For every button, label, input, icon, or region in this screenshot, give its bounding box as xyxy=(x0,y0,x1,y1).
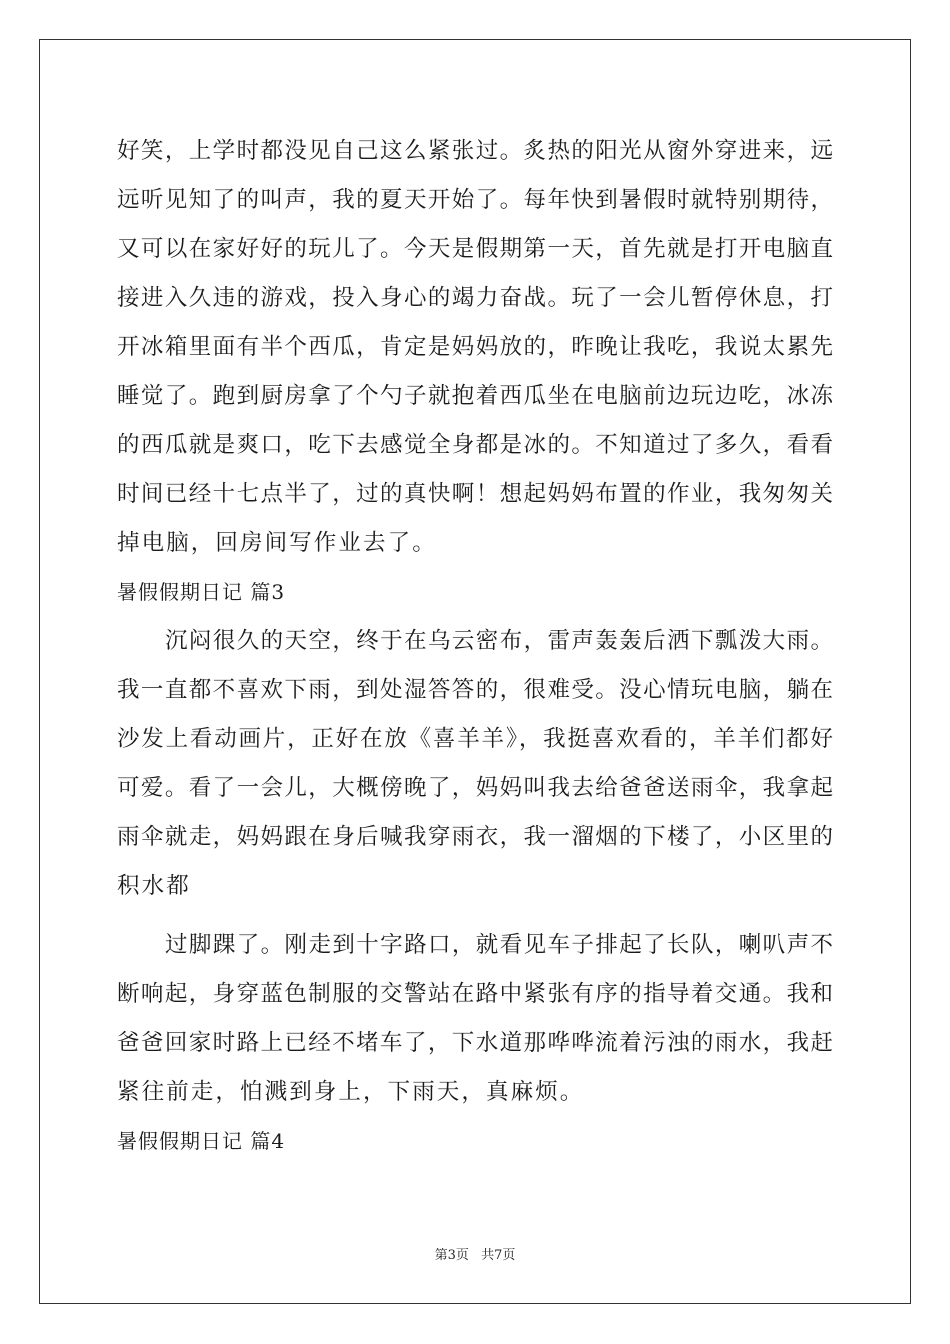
text-line: 积水都 xyxy=(117,873,191,899)
text-line: 沉闷很久的天空，终于在乌云密布，雷声轰轰后洒下瓢泼大雨。 xyxy=(165,628,833,654)
text-line: 睡觉了。跑到厨房拿了个勺子就抱着西瓜坐在电脑前边玩边吃，冰冻 xyxy=(117,383,833,409)
text-line: 好笑，上学时都没见自己这么紧张过。炙热的阳光从窗外穿进来，远 xyxy=(117,138,833,164)
page-break-gap xyxy=(117,911,833,921)
section-heading-3: 暑假假期日记 篇3 xyxy=(117,580,286,604)
page-current: 第3页 xyxy=(434,1248,469,1263)
text-line: 紧往前走，怕溅到身上，下雨天，真麻烦。 xyxy=(117,1079,585,1105)
text-line: 的西瓜就是爽口，吃下去感觉全身都是冰的。不知道过了多久，看看 xyxy=(117,432,833,458)
text-line: 时间已经十七点半了，过的真快啊！想起妈妈布置的作业，我匆匆关 xyxy=(117,481,833,507)
section-heading-4: 暑假假期日记 篇4 xyxy=(117,1129,286,1153)
text-line: 接进入久违的游戏，投入身心的竭力奋战。玩了一会儿暂停休息，打 xyxy=(117,285,833,311)
page-footer xyxy=(0,1244,950,1263)
text-line: 又可以在家好好的玩儿了。今天是假期第一天，首先就是打开电脑直 xyxy=(117,236,833,262)
text-line: 掉电脑，回房间写作业去了。 xyxy=(117,530,437,556)
text-line: 远听见知了的叫声，我的夏天开始了。每年快到暑假时就特别期待， xyxy=(117,187,833,213)
text-line: 沙发上看动画片，正好在放《喜羊羊》，我挺喜欢看的，羊羊们都好 xyxy=(117,726,833,752)
page-total: 共7页 xyxy=(481,1248,516,1263)
paragraph-3 xyxy=(117,921,833,1117)
text-line: 过脚踝了。刚走到十字路口，就看见车子排起了长队，喇叭声不 xyxy=(165,932,833,958)
text-line: 可爱。看了一会儿，大概傍晚了，妈妈叫我去给爸爸送雨伞，我拿起 xyxy=(117,775,833,801)
text-line: 断响起，身穿蓝色制服的交警站在路中紧张有序的指导着交通。我和 xyxy=(117,981,833,1007)
text-line: 我一直都不喜欢下雨，到处湿答答的，很难受。没心情玩电脑，躺在 xyxy=(117,677,833,703)
paragraph-1 xyxy=(117,127,833,568)
text-line: 雨伞就走，妈妈跟在身后喊我穿雨衣，我一溜烟的下楼了，小区里的 xyxy=(117,824,833,850)
paragraph-2 xyxy=(117,617,833,911)
document-body xyxy=(117,127,833,1166)
text-line: 爸爸回家时路上已经不堵车了，下水道那哗哗流着污浊的雨水，我赶 xyxy=(117,1030,833,1056)
text-line: 开冰箱里面有半个西瓜，肯定是妈妈放的，昨晚让我吃，我说太累先 xyxy=(117,334,833,360)
